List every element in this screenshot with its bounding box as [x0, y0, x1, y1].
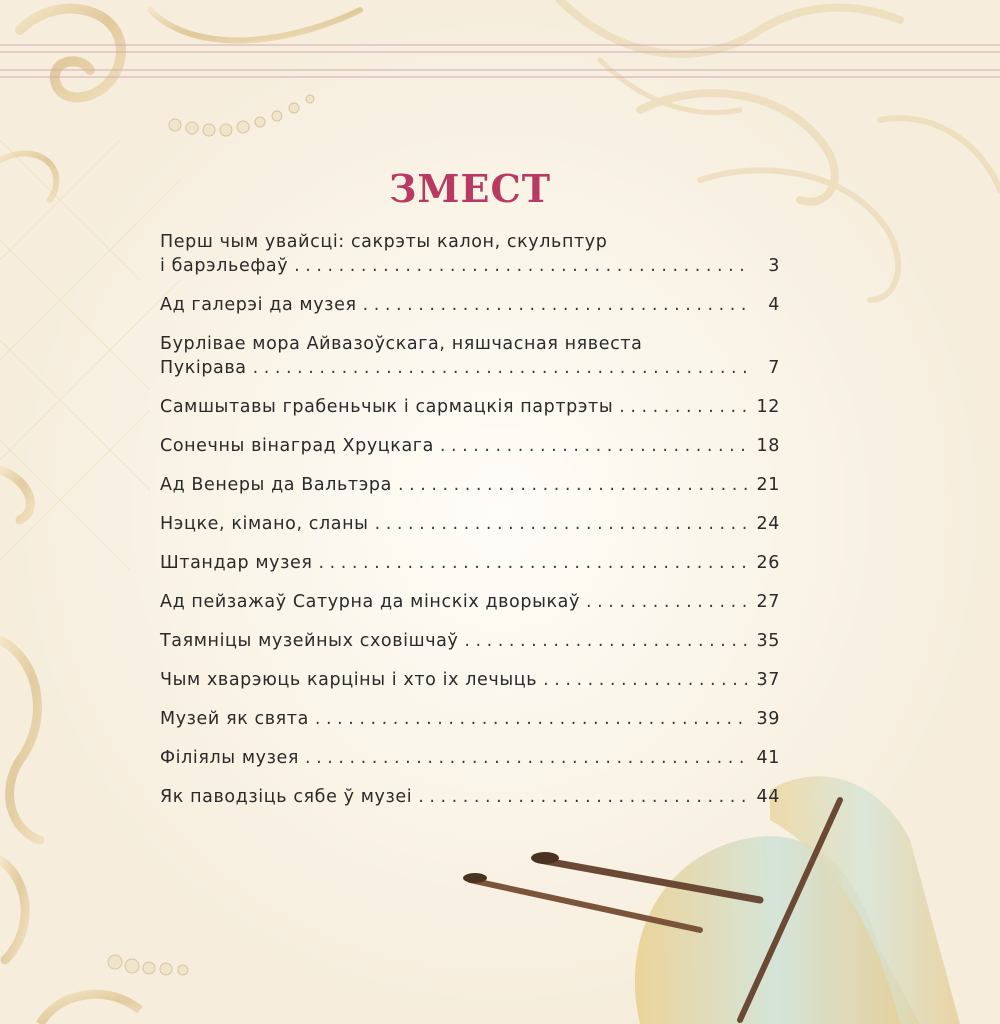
- toc-entry[interactable]: [160, 590, 780, 614]
- toc-page-number: 24: [756, 514, 780, 534]
- toc-page-number: 27: [756, 592, 780, 612]
- toc-entry-title: Ад галерэі да музея: [160, 295, 357, 315]
- toc-entry-title: Самшытавы грабеньчык і сармацкія партрэты: [160, 397, 614, 417]
- toc-entry[interactable]: [160, 332, 780, 380]
- toc-entry[interactable]: [160, 395, 780, 419]
- toc-entry[interactable]: [160, 473, 780, 497]
- toc-leader-dots: [315, 707, 749, 731]
- toc-entry[interactable]: [160, 512, 780, 536]
- toc-entry-title: Музей як свята: [160, 709, 309, 729]
- toc-leader-dots: [440, 434, 749, 458]
- toc-entry[interactable]: [160, 746, 780, 770]
- toc-leader-dots: [619, 395, 748, 419]
- toc-page-number: 4: [768, 295, 780, 315]
- toc-page-number: 3: [768, 256, 780, 276]
- toc-page-number: 18: [756, 436, 780, 456]
- toc-leader-dots: [543, 668, 748, 692]
- page-title: ЗМЕСТ: [389, 166, 551, 211]
- toc-entry-title: Ад пейзажаў Сатурна да мінскіх дворыкаў: [160, 592, 580, 612]
- toc-leader-dots: [586, 590, 749, 614]
- toc-leader-dots: [253, 356, 750, 380]
- toc-leader-dots: [398, 473, 749, 497]
- toc-page-number: 12: [756, 397, 780, 417]
- toc-leader-dots: [418, 785, 748, 809]
- toc-entry[interactable]: [160, 293, 780, 317]
- toc-page-number: 44: [756, 787, 780, 807]
- toc-entry-title: Пукірава: [160, 358, 247, 378]
- toc-entry-title: Сонечны вінаград Хруцкага: [160, 436, 434, 456]
- table-of-contents: [160, 230, 780, 824]
- toc-entry[interactable]: [160, 434, 780, 458]
- toc-entry-title: Нэцке, кімано, сланы: [160, 514, 369, 534]
- toc-page-number: 37: [756, 670, 780, 690]
- toc-page-number: 21: [756, 475, 780, 495]
- toc-entry-title: Перш чым увайсці: сакрэты калон, скульптур: [160, 232, 608, 252]
- toc-page-number: 35: [756, 631, 780, 651]
- toc-entry-title: Ад Венеры да Вальтэра: [160, 475, 392, 495]
- toc-page-number: 26: [756, 553, 780, 573]
- toc-entry-title: Штандар музея: [160, 553, 313, 573]
- toc-entry[interactable]: [160, 551, 780, 575]
- toc-entry-title: Таямніцы музейных сховішчаў: [160, 631, 459, 651]
- toc-page-number: 39: [756, 709, 780, 729]
- toc-leader-dots: [363, 293, 750, 317]
- toc-leader-dots: [375, 512, 749, 536]
- toc-leader-dots: [294, 254, 750, 278]
- toc-entry-title: Філіялы музея: [160, 748, 300, 768]
- toc-entry[interactable]: [160, 629, 780, 653]
- toc-entry-title: Чым хварэюць карціны і хто іх лечыць: [160, 670, 538, 690]
- toc-entry-title: Як паводзіць сябе ў музеі: [160, 787, 413, 807]
- toc-entry[interactable]: [160, 668, 780, 692]
- toc-entry[interactable]: [160, 785, 780, 809]
- toc-leader-dots: [464, 629, 748, 653]
- toc-leader-dots: [319, 551, 749, 575]
- toc-page-number: 41: [756, 748, 780, 768]
- toc-entry-title: Бурлівае мора Айвазоўскага, няшчасная нявеста: [160, 334, 643, 354]
- toc-entry[interactable]: [160, 230, 780, 278]
- toc-entry-title: і барэльефаў: [160, 256, 289, 276]
- toc-entry[interactable]: [160, 707, 780, 731]
- toc-page-number: 7: [768, 358, 780, 378]
- toc-leader-dots: [305, 746, 749, 770]
